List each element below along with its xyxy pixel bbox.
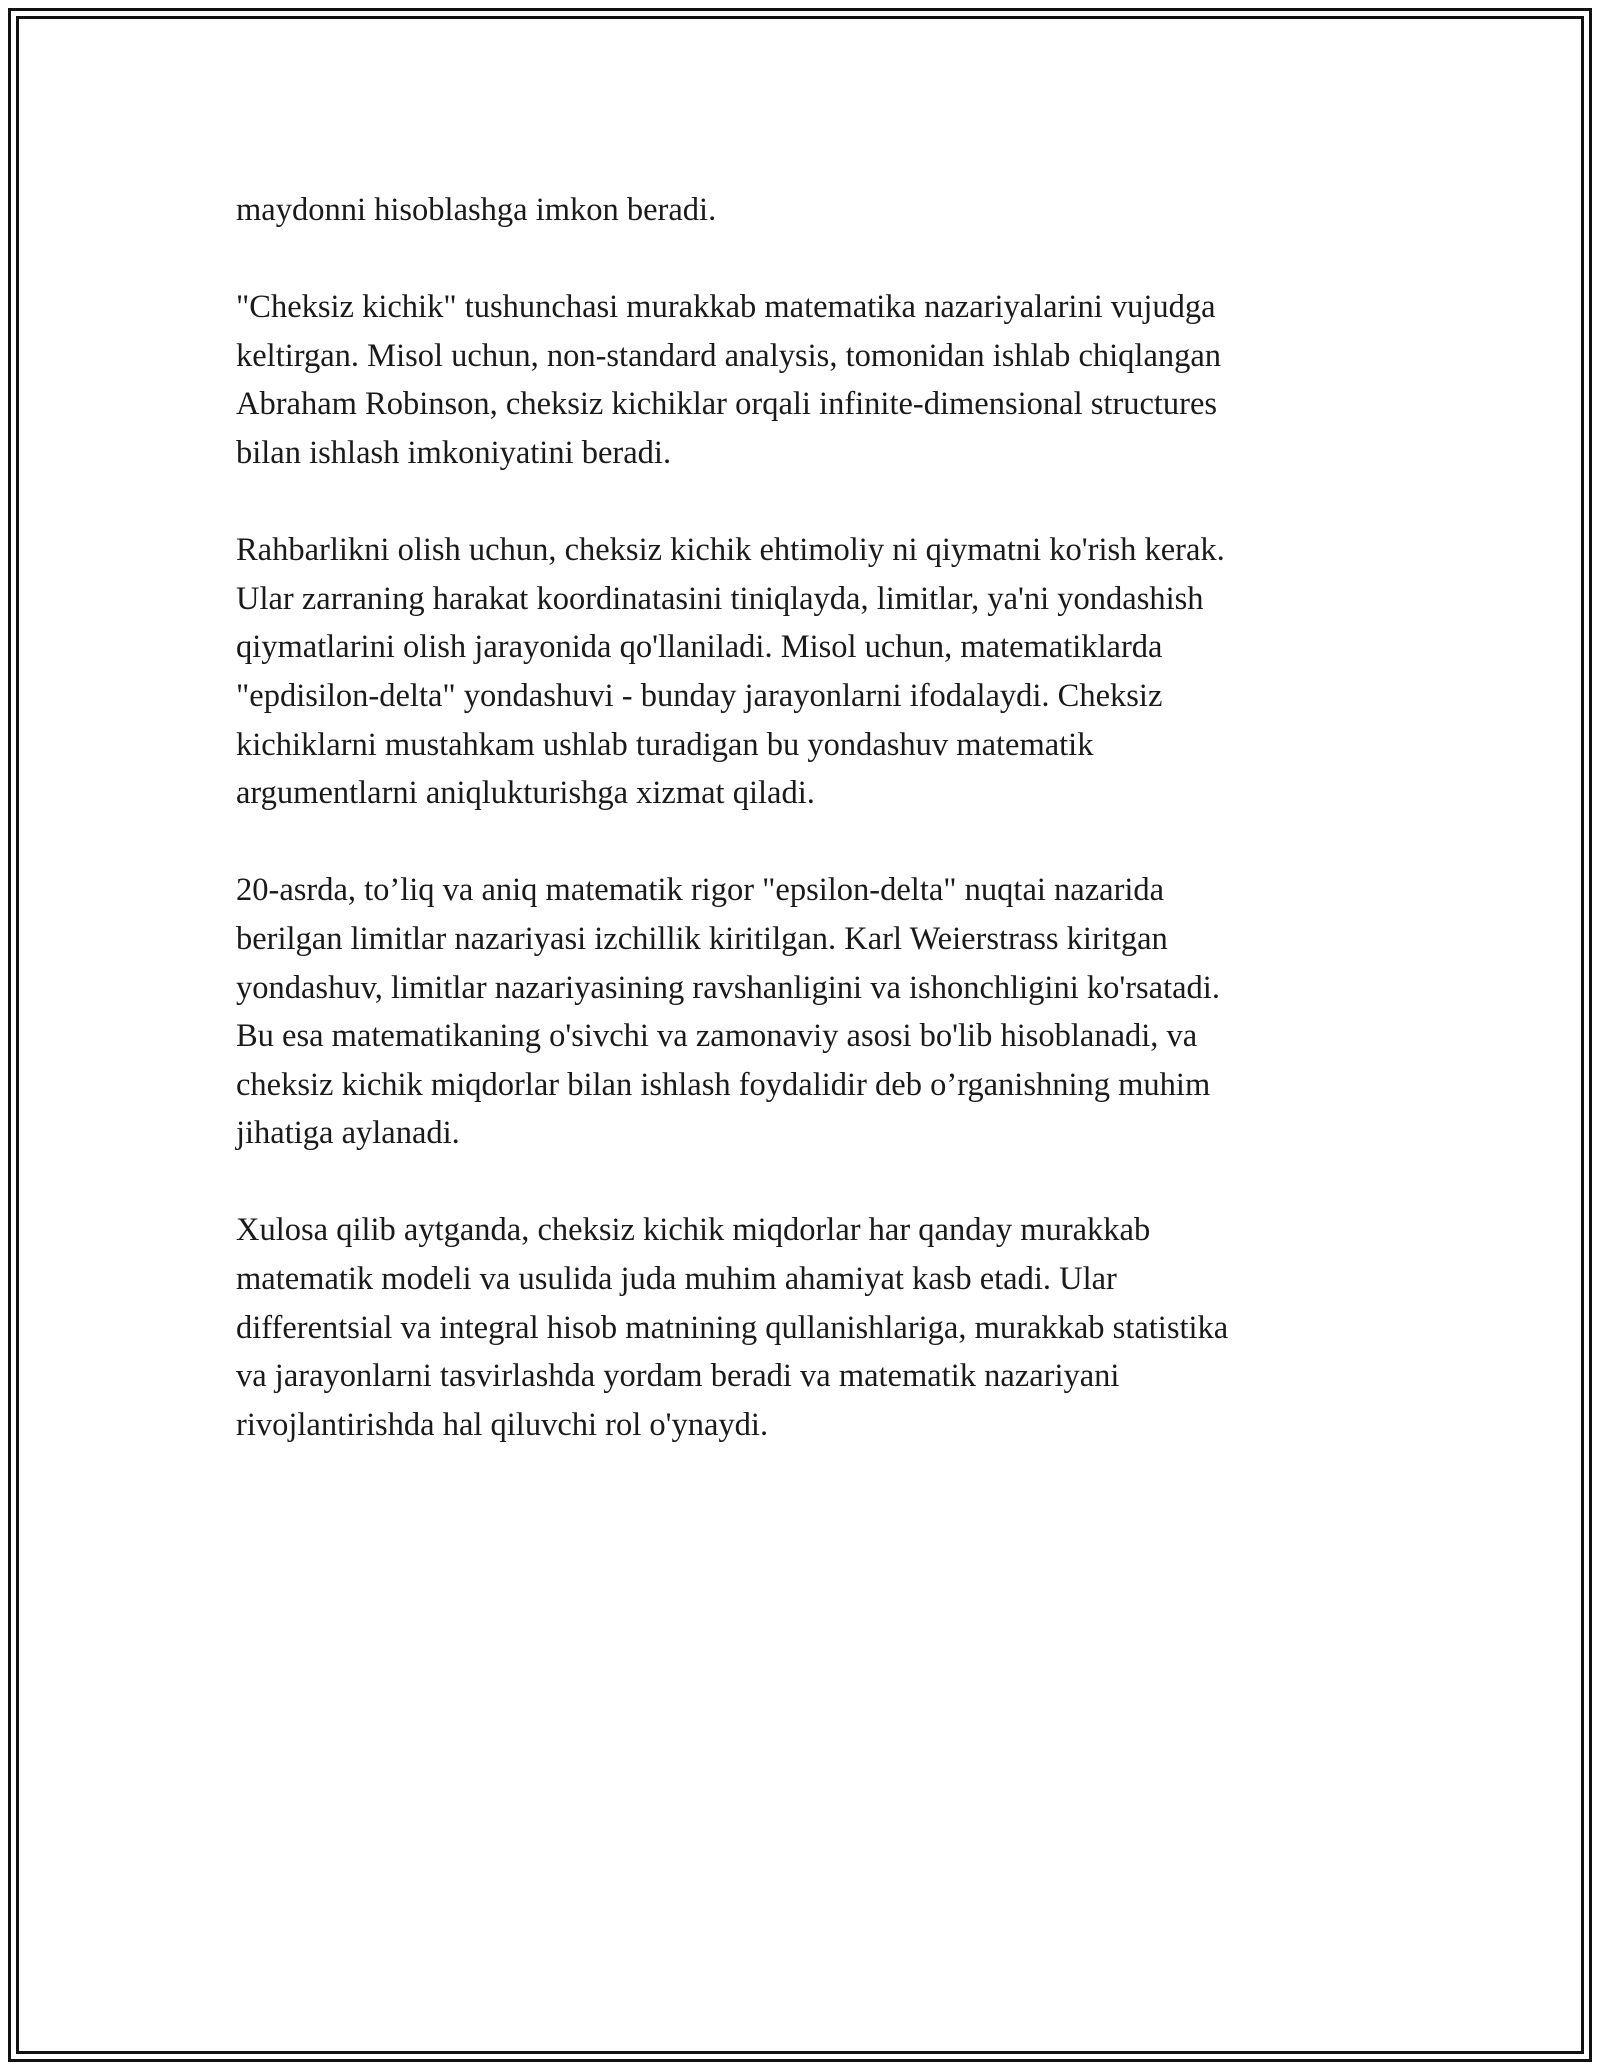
text-line: 20-asrda, to’liq va aniq matematik rigor "epsilon-delta" nuqtai nazarida	[236, 872, 1165, 909]
text-line: kichiklarni mustahkam ushlab turadigan bu yondashuv matematik	[236, 726, 1094, 763]
text-line: "epdisilon-delta" yondashuvi - bunday jarayonlarni ifodalaydi. Cheksiz	[236, 677, 1163, 714]
text-line: rivojlantirishda hal qiluvchi rol o'ynaydi.	[236, 1406, 769, 1443]
paragraph	[236, 866, 1366, 1158]
text-line: argumentlarni aniqlukturishga xizmat qiladi.	[236, 775, 815, 812]
text-line: Rahbarlikni olish uchun, cheksiz kichik ehtimoliy ni qiymatni ko'rish kerak.	[236, 532, 1225, 569]
text-line: matematik modeli va usulida juda muhim ahamiyat kasb etadi. Ular	[236, 1261, 1117, 1298]
text-line: bilan ishlash imkoniyatini beradi.	[236, 434, 672, 471]
text-line: Abraham Robinson, cheksiz kichiklar orqali infinite-dimensional structures	[236, 386, 1218, 423]
text-line: jihatiga aylanadi.	[236, 1115, 460, 1152]
text-line: Ular zarraning harakat koordinatasini tiniqlayda, limitlar, ya'ni yondashish	[236, 580, 1204, 617]
text-line: qiymatlarini olish jarayonida qo'llaniladi. Misol uchun, matematiklarda	[236, 629, 1163, 666]
paragraph	[236, 1206, 1366, 1449]
document-body	[236, 186, 1366, 1449]
text-line: "Cheksiz kichik" tushunchasi murakkab matematika nazariyalarini vujudga	[236, 289, 1216, 326]
text-line: keltirgan. Misol uchun, non-standard analysis, tomonidan ishlab chiqlangan	[236, 337, 1222, 374]
text-line: Xulosa qilib aytganda, cheksiz kichik miqdorlar har qanday murakkab	[236, 1212, 1151, 1249]
paragraph	[236, 186, 1366, 235]
text-line: berilgan limitlar nazariyasi izchillik kiritilgan. Karl Weierstrass kiritgan	[236, 920, 1168, 957]
paragraph	[236, 283, 1366, 477]
text-line: va jarayonlarni tasvirlashda yordam beradi va matematik nazariyani	[236, 1358, 1120, 1395]
text-line: differentsial va integral hisob matnining qullanishlariga, murakkab statistika	[236, 1309, 1229, 1346]
text-line: yondashuv, limitlar nazariyasining ravshanligini va ishonchligini ko'rsatadi.	[236, 969, 1220, 1006]
text-line: Bu esa matematikaning o'sivchi va zamonaviy asosi bo'lib hisoblanadi, va	[236, 1018, 1198, 1055]
paragraph	[236, 526, 1366, 818]
text-line: maydonni hisoblashga imkon beradi.	[236, 192, 717, 228]
text-line: cheksiz kichik miqdorlar bilan ishlash foydalidir deb o’rganishning muhim	[236, 1066, 1211, 1103]
